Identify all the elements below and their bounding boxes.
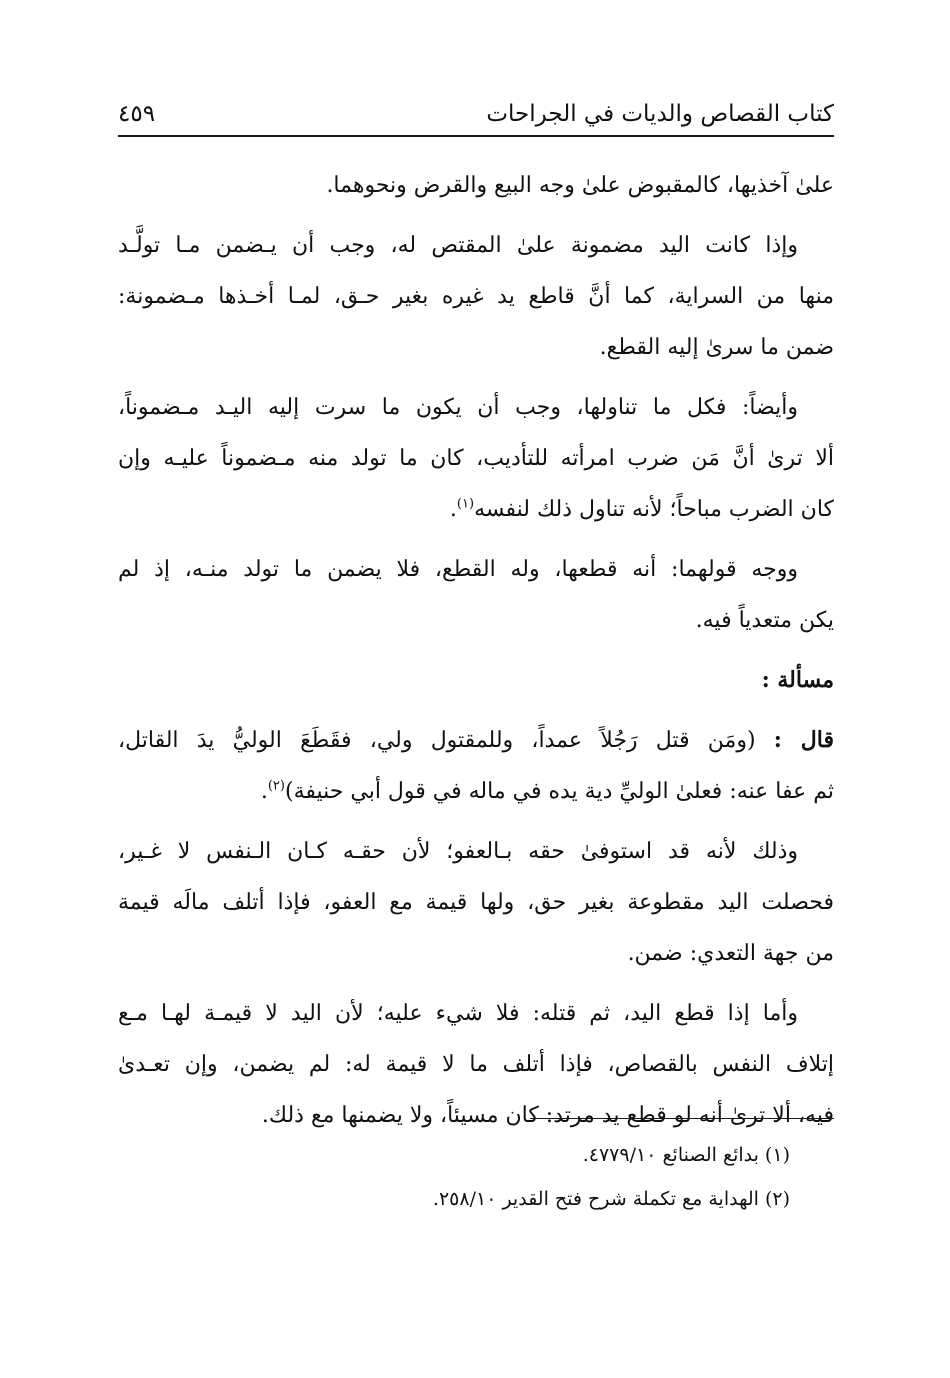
text-line: وأيضاً: فكل ما تناولها، وجب أن يكون ما سرت إليه اليـد مـضموناً، — [118, 395, 798, 420]
text-line: ووجه قولهما: أنه قطعها، وله القطع، فلا يضمن ما تولد منـه، إذ لم — [118, 557, 798, 582]
text-fragment: . — [260, 779, 268, 804]
text-line: منها من السراية، كما أنَّ قاطع يد غيره بغير حـق، لمـا أخـذها مـضمونة: — [118, 284, 834, 309]
text-line: من جهة التعدي: ضمن. — [627, 941, 834, 966]
text-line: وذلك لأنه قد استوفىٰ حقه بـالعفو؛ لأن حقـه كـان الـنفس لا غـير، — [118, 839, 798, 864]
text-line: يكن متعدياً فيه. — [695, 608, 834, 633]
text-line — [118, 484, 834, 535]
paragraph — [118, 160, 834, 211]
paragraph — [118, 544, 834, 646]
paragraph — [118, 220, 834, 373]
text-line: علىٰ آخذيها، كالمقبوض علىٰ وجه البيع والقرض ونحوهما. — [326, 173, 834, 198]
text-fragment: . — [449, 497, 457, 522]
paragraph — [118, 715, 834, 817]
text-line: إتلاف النفس بالقصاص، فإذا أتلف ما لا قيمة له: لم يضمن، وإن تعـدىٰ — [118, 1052, 834, 1077]
footnotes — [118, 1133, 790, 1221]
text-line — [118, 715, 834, 766]
page-number: ٤٥٩ — [118, 101, 156, 127]
main-text — [118, 160, 834, 1141]
paragraph — [118, 826, 834, 979]
running-title: كتاب القصاص والديات في الجراحات — [486, 101, 834, 127]
text-line: وإذا كانت اليد مضمونة علىٰ المقتص له، وجب أن يـضمن مـا تولَّـد — [118, 233, 798, 258]
text-line: وأما إذا قطع اليد، ثم قتله: فلا شيء عليه؛ لأن اليد لا قيمـة لهـا مـع — [118, 1001, 798, 1026]
text-line — [118, 766, 834, 817]
text-line: ألا ترىٰ أنَّ مَن ضرب امرأته للتأديب، كان ما تولد منه مـضموناً عليـه وإن — [118, 446, 834, 471]
text-line: فيه، ألا ترىٰ أنه لو قطع يد مرتد: كان مسيئاً، ولا يضمنها مع ذلك. — [261, 1103, 834, 1128]
text-line: ضمن ما سرىٰ إليه القطع. — [599, 335, 834, 360]
footnote-1: (١) بدائع الصنائع ٤٧٧٩/١٠. — [582, 1144, 790, 1166]
section-heading — [118, 655, 834, 706]
text-fragment: كان الضرب مباحاً؛ لأنه تناول ذلك لنفسه — [474, 497, 834, 522]
book-page — [118, 0, 834, 1378]
running-header — [118, 92, 834, 136]
text-fragment: (ومَن قتل رَجُلاً عمداً، وللمقتول ولي، فقَطَعَ الوليُّ يدَ القاتل، — [118, 728, 756, 753]
text-line: فحصلت اليد مقطوعة بغير حق، ولها قيمة مع العفو، فإذا أتلف مالَه قيمة — [118, 890, 834, 915]
qala-lead: قال : — [773, 727, 834, 753]
footnote-2: (٢) الهداية مع تكملة شرح فتح القدير ٢٥٨/١٠. — [432, 1188, 790, 1210]
heading-text: مسألة : — [761, 667, 834, 693]
footnote-ref-2[interactable]: (٢) — [267, 778, 285, 794]
header-rule — [118, 135, 834, 137]
text-fragment: ثم عفا عنه: فعلىٰ الوليِّ دية يده في ماله في قول أبي حنيفة) — [284, 779, 834, 804]
footnote-ref-1[interactable]: (١) — [456, 496, 475, 512]
paragraph — [118, 382, 834, 535]
footnote-rule — [530, 1118, 834, 1119]
